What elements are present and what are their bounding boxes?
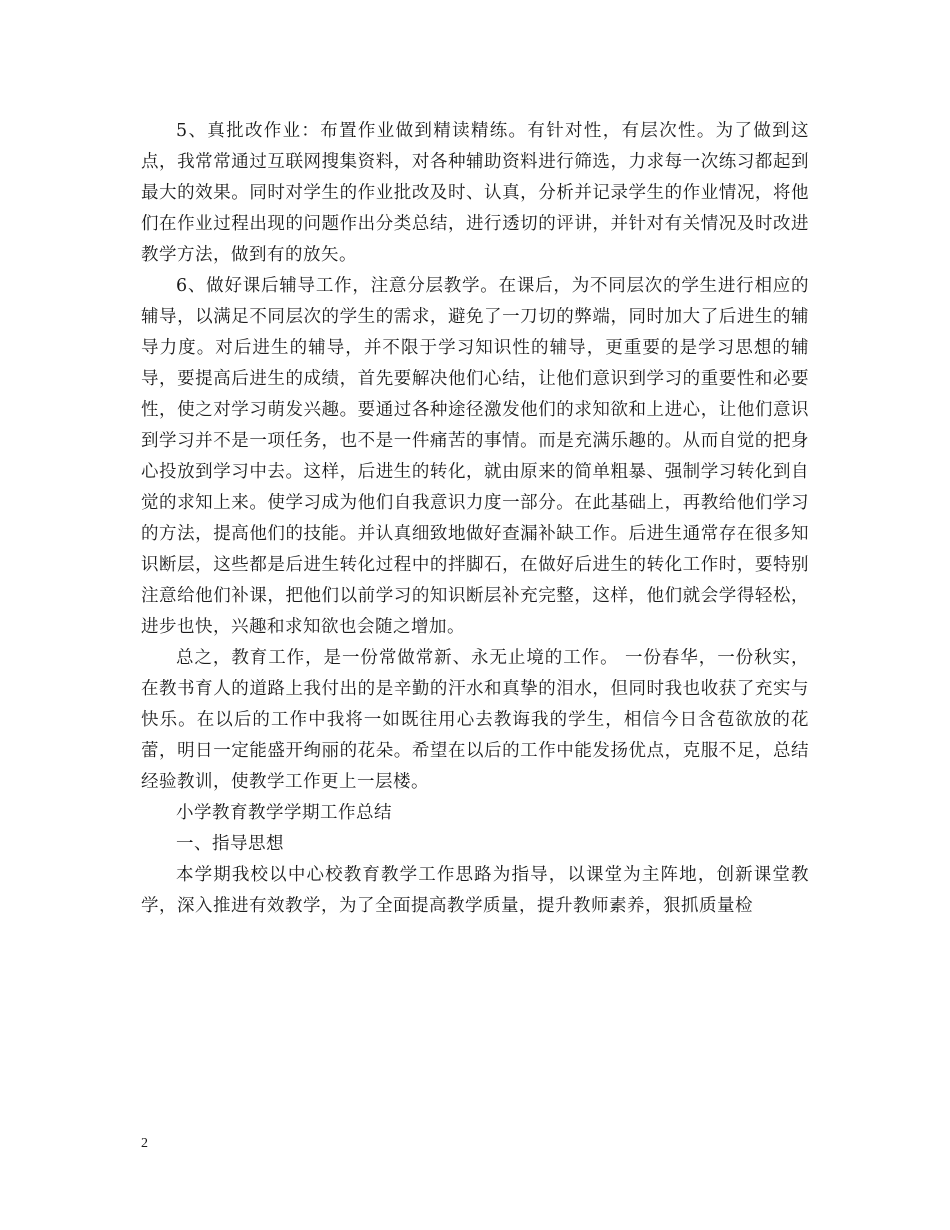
paragraph-conclusion: 总之，教育工作，是一份常做常新、永无止境的工作。 一份春华，一份秋实，在教书育人的道路上我付出的是辛勤的汗水和真挚的泪水，但同时我也收获了充实与快乐。在以后的工作中我将一如既往用心去教诲我的学生，相信今日含苞欲放的花蕾，明日一定能盛开绚丽的花朵。希望在以后的工作中能发扬优点，克服不足，总结经验教训，使教学工作更上一层楼。: [141, 648, 809, 792]
paragraph-homework: 5、真批改作业：布置作业做到精读精练。有针对性，有层次性。为了做到这点，我常常通过互联网搜集资料，对各种辅助资料进行筛选，力求每一次练习都起到最大的效果。同时对学生的作业批改及时、认真，分析并记录学生的作业情况，将他们在作业过程出现的问题作出分类总结，进行透切的评讲，并针对有关情况及时改进教学方法，做到有的放矢。: [141, 121, 809, 265]
page-number: 2: [141, 1136, 148, 1151]
document-body: [141, 116, 809, 922]
document-title: 小学教育教学学期工作总结: [176, 803, 392, 823]
paragraph-guiding-thought: 本学期我校以中心校教育教学工作思路为指导，以课堂为主阵地，创新课堂教学，深入推进有效教学，为了全面提高教学质量，提升教师素养，狠抓质量检: [141, 865, 809, 916]
paragraph-tutoring: 6、做好课后辅导工作，注意分层教学。在课后，为不同层次的学生进行相应的辅导，以满足不同层次的学生的需求，避免了一刀切的弊端，同时加大了后进生的辅导力度。对后进生的辅导，并不限于学习知识性的辅导，更重要的是学习思想的辅导，要提高后进生的成绩，首先要解决他们心结，让他们意识到学习的重要性和必要性，使之对学习萌发兴趣。要通过各种途径激发他们的求知欲和上进心，让他们意识到学习并不是一项任务，也不是一件痛苦的事情。而是充满乐趣的。从而自觉的把身心投放到学习中去。这样，后进生的转化，就由原来的简单粗暴、强制学习转化到自觉的求知上来。使学习成为他们自我意识力度一部分。在此基础上，再教给他们学习的方法，提高他们的技能。并认真细致地做好查漏补缺工作。后进生通常存在很多知识断层，这些都是后进生转化过程中的拌脚石，在做好后进生的转化工作时，要特别注意给他们补课，把他们以前学习的知识断层补充完整，这样，他们就会学得轻松，进步也快，兴趣和求知欲也会随之增加。: [141, 276, 809, 637]
section-heading: 一、指导思想: [176, 834, 284, 854]
